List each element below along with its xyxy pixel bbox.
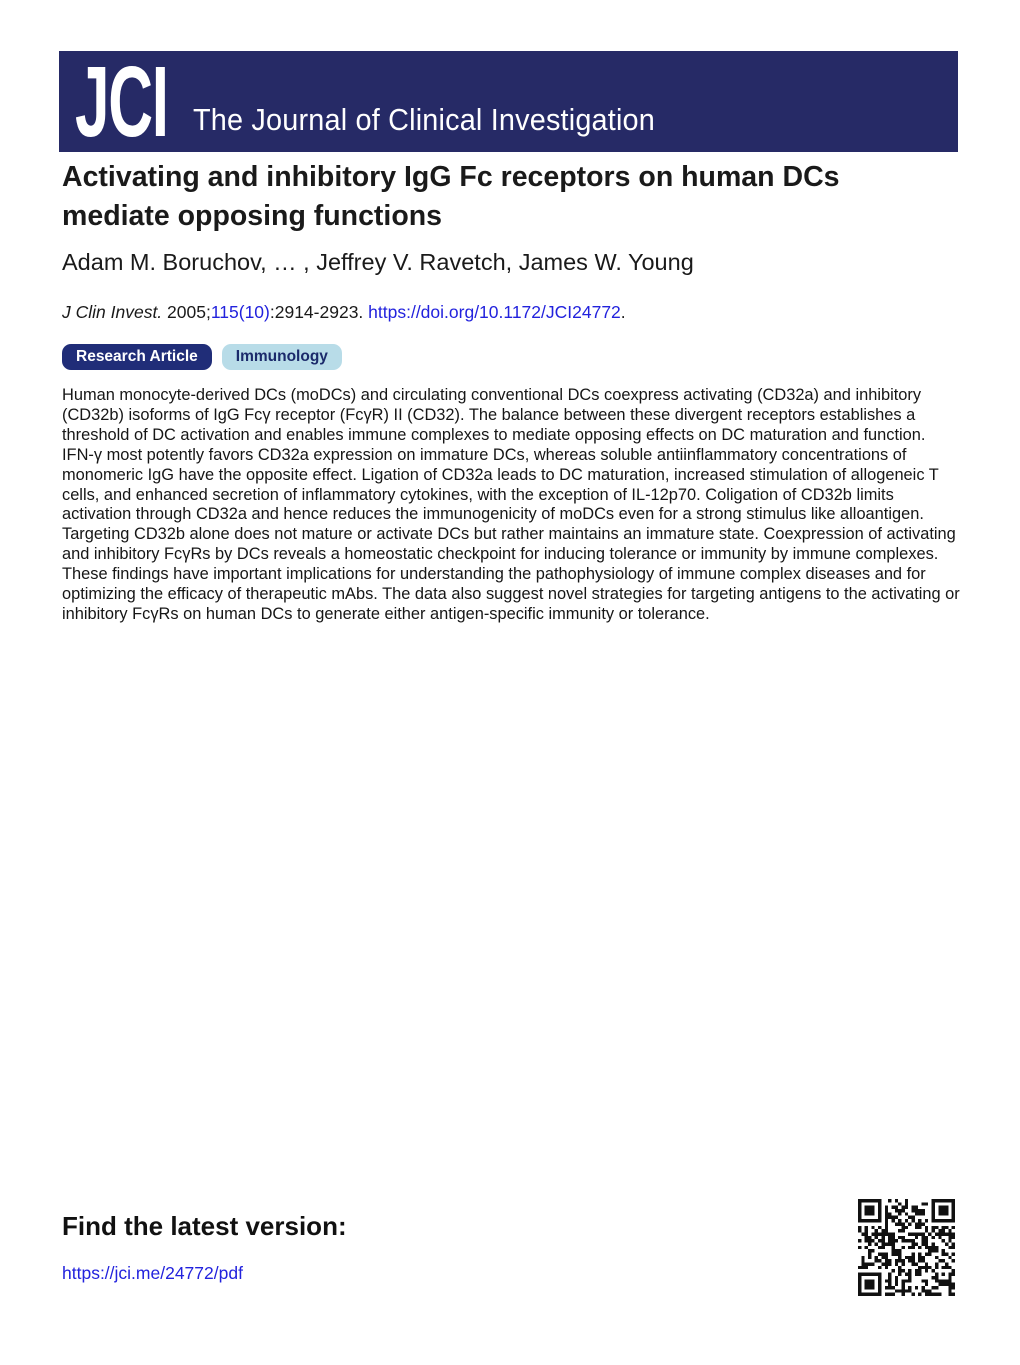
- volume-issue-link[interactable]: 115(10): [210, 302, 270, 322]
- citation-period: .: [620, 302, 626, 322]
- citation-year: 2005;: [162, 302, 211, 322]
- citation-line: [62, 302, 942, 323]
- journal-name: The Journal of Clinical Investigation: [193, 102, 656, 137]
- pdf-link[interactable]: https://jci.me/24772/pdf: [62, 1263, 243, 1283]
- find-latest-heading: Find the latest version:: [62, 1211, 347, 1241]
- jci-logo-banner: [59, 46, 958, 158]
- badge-row: [62, 344, 342, 370]
- doi-link[interactable]: https://doi.org/10.1172/JCI24772: [368, 302, 621, 322]
- jci-logo: JCI: [75, 46, 168, 158]
- article-title: Activating and inhibitory IgG Fc receptors on human DCs mediate opposing functions: [62, 161, 840, 232]
- qr-code: [858, 1199, 955, 1296]
- abstract-text: Human monocyte-derived DCs (moDCs) and circulating conventional DCs coexpress activating (CD32a) and inhibitory (CD32b) isoforms of IgG Fcγ receptor (FcγR) II (CD32). The balance between these divergent receptors establishes a threshold of DC activation and enables immune complexes to mediate opposing effects on DC maturation and function. IFN-γ most potently favors CD32a expression on immature DCs, whereas soluble antiinflammatory concentrations of monomeric IgG have the opposite effect. Ligation of CD32a leads to DC maturation, increased stimulation of allogeneic T cells, and enhanced secretion of inflammatory cytokines, with the exception of IL-12p70. Coligation of CD32b limits activation through CD32a and hence reduces the immunogenicity of moDCs even for a strong stimulus like alloantigen. Targeting CD32b alone does not mature or activate DCs but rather maintains an immature state. Coexpression of activating and inhibitory FcγRs by DCs reveals a homeostatic checkpoint for inducing tolerance or immunity by immune complexes. These findings have important implications for understanding the pathophysiology of immune complex diseases and for optimizing the efficacy of therapeutic mAbs. The data also suggest novel strategies for targeting antigens to the activating or inhibitory FcγRs on human DCs to generate either antigen-specific immunity or tolerance.: [62, 386, 960, 623]
- citation-pages: :2914-2923.: [269, 302, 369, 322]
- author-list: Adam M. Boruchov, … , Jeffrey V. Ravetch, James W. Young: [62, 249, 694, 275]
- badge-immunology[interactable]: Immunology: [222, 344, 342, 370]
- journal-abbrev: J Clin Invest.: [62, 302, 163, 322]
- badge-research-article[interactable]: Research Article: [62, 344, 212, 370]
